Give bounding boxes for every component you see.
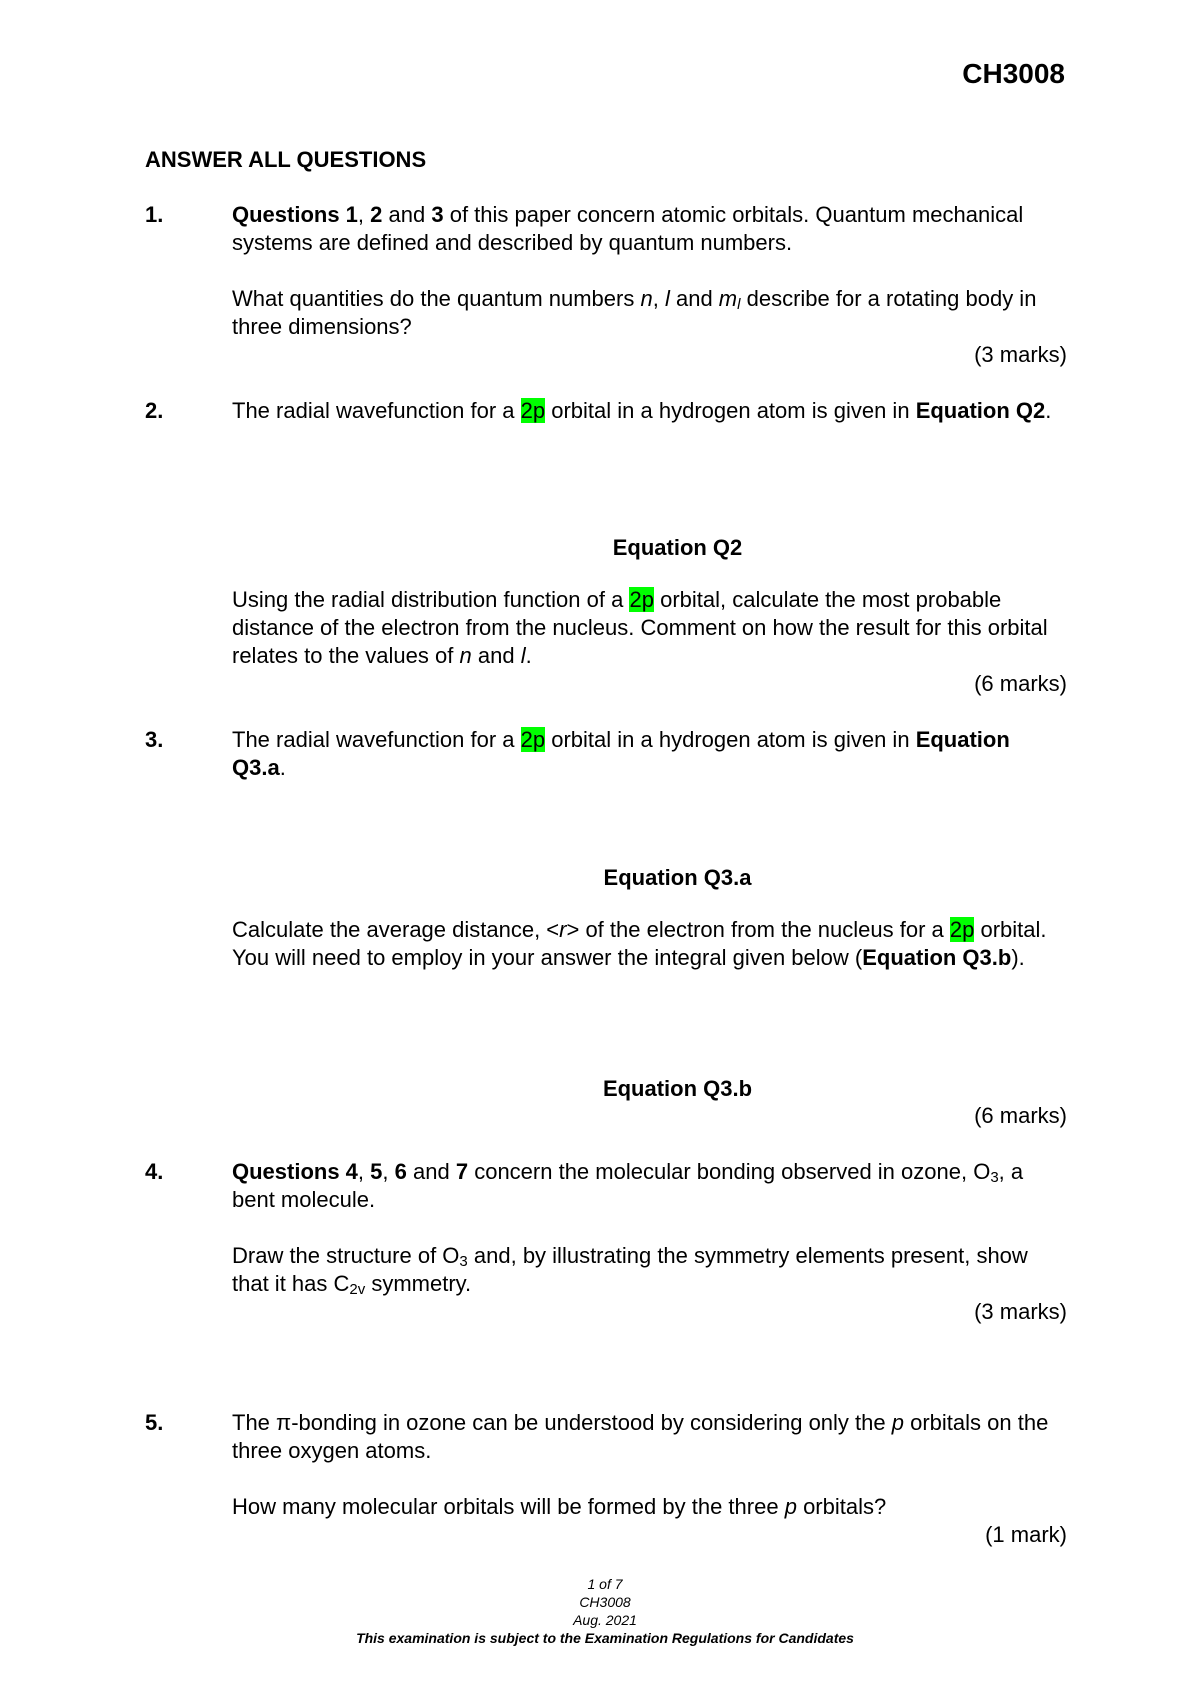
bold-text: 3: [431, 202, 444, 227]
question-4-paragraph-1: Questions 4, 5, 6 and 7 concern the molecular bonding observed in ozone, $O_3$, a bent molecule.: [232, 1159, 1024, 1212]
footer-regulation: This examination is subject to the Examination Regulations for Candidates: [356, 1630, 854, 1646]
equation-reference: Equation Q3.b: [862, 945, 1012, 970]
question-3-paragraph-2: [232, 916, 1067, 972]
course-code: CH3008: [962, 58, 1065, 89]
text: The radial wavefunction for a: [232, 727, 515, 752]
text: and: [477, 643, 515, 668]
question-1-body: [232, 201, 1067, 341]
text: describe for a rotating body in three dimensions?: [232, 286, 1037, 339]
variable-l: l: [664, 286, 670, 311]
variable-p: p: [891, 1410, 904, 1435]
text: and, by illustrating the symmetry elements present, show that it has C: [232, 1243, 1028, 1296]
instructions-heading: ANSWER ALL QUESTIONS: [145, 147, 427, 172]
question-5-body: [232, 1409, 1067, 1521]
subscript: l: [737, 296, 741, 313]
question-1-paragraph-1: Questions 1, 2 and 3 of this paper concern atomic orbitals. Quantum mechanical systems are defined and described by quantum numbers.: [232, 202, 1024, 255]
text: How many molecular orbitals will be formed by the three: [232, 1494, 779, 1519]
text: orbital in a hydrogen atom is given in: [551, 398, 910, 423]
subscript: 3: [990, 1169, 999, 1186]
question-2-marks: (6 marks): [974, 671, 1067, 696]
text: > of the electron from the nucleus for a: [566, 917, 944, 942]
variable-p: p: [784, 1494, 797, 1519]
variable-n: n: [640, 286, 653, 311]
question-4-body: [232, 1158, 1067, 1298]
text: The π-bonding in ozone can be understood by considering only the: [232, 1410, 886, 1435]
text: symmetry.: [371, 1271, 472, 1296]
text: m: [718, 286, 738, 311]
equation-q2-label: Equation Q2: [612, 535, 743, 560]
question-5-marks: (1 mark): [985, 1522, 1067, 1547]
subscript: 2v: [349, 1281, 366, 1298]
text: of this paper concern atomic orbitals. Quantum mechanical systems are defined and described by quantum numbers.: [232, 202, 1024, 255]
bold-text: 2: [370, 202, 383, 227]
question-4-paragraph-2: [232, 1242, 1067, 1298]
question-3-part-2: [232, 916, 1067, 972]
question-2-number: 2.: [145, 398, 164, 423]
question-2-paragraph-2: Using the radial distribution function of a 2p orbital, calculate the most probable distance of the electron from the nucleus. Comment on how the result for this orbital relates to the values of n and l.: [232, 587, 1048, 668]
text: Using the radial distribution function of a: [232, 587, 624, 612]
question-1-number: 1.: [145, 202, 164, 227]
highlighted-orbital: 2p: [520, 398, 546, 423]
equation-reference: Equation Q3.a: [232, 727, 1010, 780]
text: concern the molecular bonding observed in ozone, O: [474, 1159, 991, 1184]
footer-page-number: 1 of 7: [587, 1576, 623, 1592]
footer-course-code: CH3008: [579, 1594, 631, 1610]
bold-text: Questions 4: [232, 1159, 358, 1184]
question-4-number: 4.: [145, 1159, 164, 1184]
text: orbital, calculate the most probable distance of the electron from the nucleus. Comment on how the result for this orbital relates to the values of: [232, 587, 1048, 668]
subscript: 3: [459, 1253, 468, 1270]
question-5-number: 5.: [145, 1410, 164, 1435]
question-3-marks: (6 marks): [974, 1103, 1067, 1128]
equation-q3a-label: Equation Q3.a: [603, 865, 752, 890]
variable-l: l: [520, 643, 526, 668]
question-2-paragraph-1: The radial wavefunction for a 2p orbital in a hydrogen atom is given in Equation Q2.: [232, 398, 1052, 423]
text: The radial wavefunction for a: [232, 398, 515, 423]
text: orbitals on the three oxygen atoms.: [232, 1410, 1049, 1463]
text: orbital. You will need to employ in your answer the integral given below (: [232, 917, 1047, 970]
bold-text: 6: [394, 1159, 407, 1184]
equation-reference: Equation Q2: [915, 398, 1046, 423]
question-2-body: [232, 397, 1067, 425]
question-5-paragraph-2: [232, 1493, 1067, 1521]
question-2-part-2: [232, 586, 1067, 670]
bold-text: Questions 1: [232, 202, 358, 227]
highlighted-orbital: 2p: [520, 727, 546, 752]
text: Calculate the average distance, <: [232, 917, 560, 942]
question-5-paragraph-1: [232, 1409, 1067, 1465]
variable-ml: [719, 286, 741, 311]
text: , a bent molecule.: [232, 1159, 1024, 1212]
question-3-paragraph-1: The radial wavefunction for a 2p orbital in a hydrogen atom is given in Equation Q3.a.: [232, 727, 1010, 780]
text: Draw the structure of O: [232, 1243, 460, 1268]
question-3-number: 3.: [145, 727, 164, 752]
text: orbital in a hydrogen atom is given in: [551, 727, 910, 752]
footer-date: Aug. 2021: [573, 1612, 637, 1628]
text: What quantities do the quantum numbers: [232, 286, 635, 311]
highlighted-orbital: 2p: [949, 917, 975, 942]
bold-text: 5: [370, 1159, 383, 1184]
question-4-marks: (3 marks): [974, 1299, 1067, 1324]
question-1-paragraph-2: What quantities do the quantum numbers n, l and $m_l$ describe for a rotating body in three dimensions?: [232, 286, 1037, 339]
page-footer: [0, 1575, 1200, 1647]
bold-text: 7: [455, 1159, 469, 1184]
equation-q3b-label: Equation Q3.b: [602, 1076, 753, 1101]
question-3-body: [232, 726, 1067, 782]
text: ).: [1011, 945, 1025, 970]
highlighted-orbital: 2p: [629, 587, 654, 612]
text: orbitals?: [803, 1494, 887, 1519]
variable-n: n: [459, 643, 472, 668]
variable-r: r: [559, 917, 567, 942]
question-1-marks: (3 marks): [974, 342, 1067, 367]
